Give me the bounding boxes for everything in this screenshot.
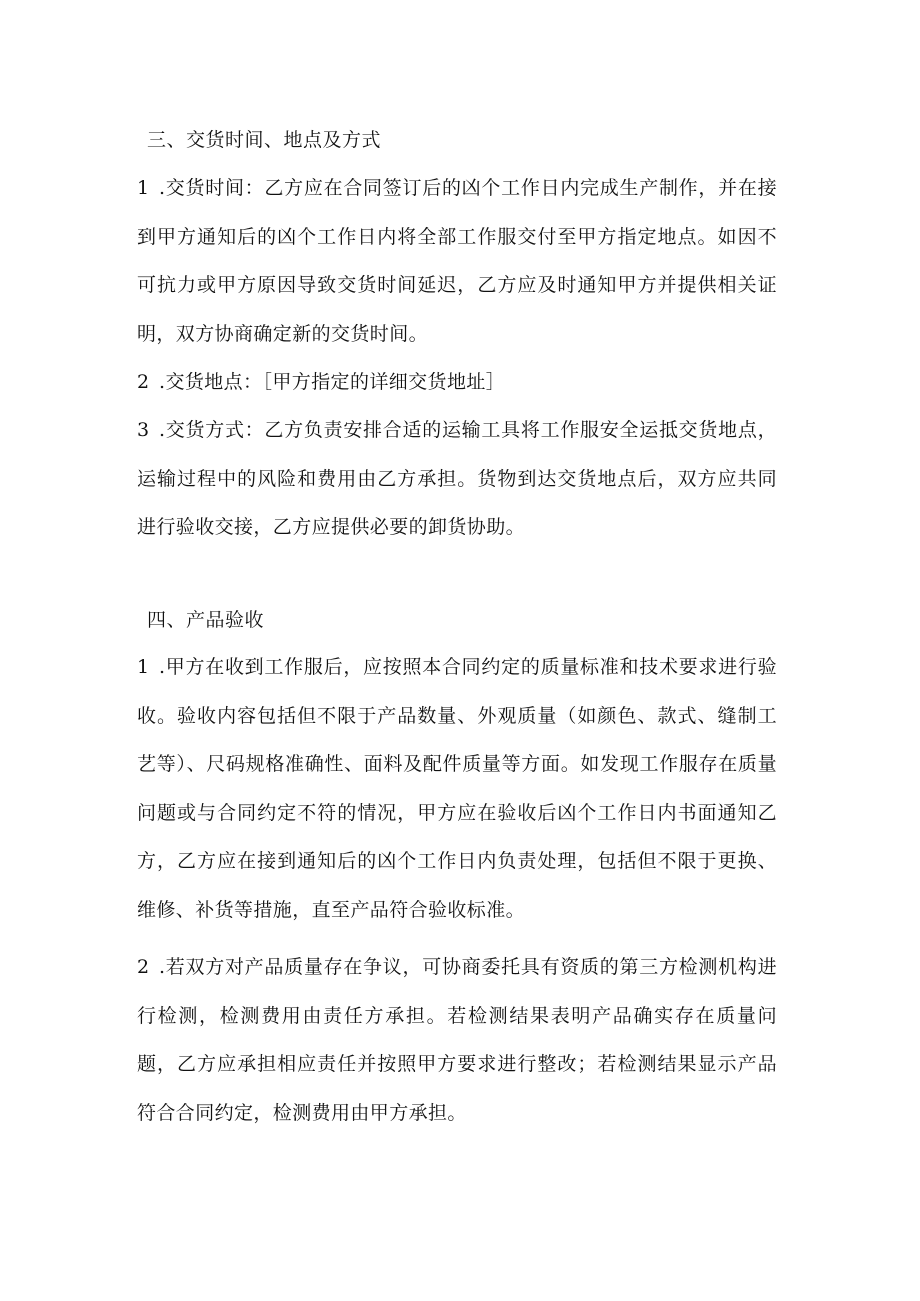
item-text: .交货时间：乙方应在合同签订后的凶个工作日内完成生产制作，并在接到甲方通知后的凶个工作日内将全部工作服交付至甲方指定地点。如因不可抗力或甲方原因导致交货时间延迟，乙方应及时通知甲方并提供相关证明，双方协商确定新的交货时间。 [137, 177, 777, 345]
section-4-item-2 [137, 943, 777, 1137]
section-3-item-3 [137, 406, 777, 552]
section-4-item-1 [137, 643, 777, 934]
item-number: 3 [137, 419, 150, 441]
item-number: 1 [137, 656, 150, 678]
section-3-item-1 [137, 164, 777, 358]
item-number: 2 [137, 371, 150, 393]
item-number: 2 [137, 956, 150, 978]
section-3-item-2 [137, 358, 777, 407]
section-4-heading: 四、产品验收 [147, 609, 265, 631]
item-text: .交货方式：乙方负责安排合适的运输工具将工作服安全运抵交货地点，运输过程中的风险和费用由乙方承担。货物到达交货地点后，双方应共同进行验收交接，乙方应提供必要的卸货协助。 [137, 419, 777, 538]
item-number: 1 [137, 177, 150, 199]
section-3-heading: 三、交货时间、地点及方式 [147, 129, 382, 151]
item-text: .若双方对产品质量存在争议，可协商委托具有资质的第三方检测机构进行检测，检测费用由责任方承担。若检测结果表明产品确实存在质量问题，乙方应承担相应责任并按照甲方要求进行整改；若检测结果显示产品符合合同约定，检测费用由甲方承担。 [137, 956, 777, 1124]
item-text: .交货地点：［甲方指定的详细交货地址］ [159, 371, 506, 393]
item-text: .甲方在收到工作服后，应按照本合同约定的质量标准和技术要求进行验收。验收内容包括但不限于产品数量、外观质量（如颜色、款式、缝制工艺等）、尺码规格准确性、面料及配件质量等方面。如发现工作服存在质量问题或与合同约定不符的情况，甲方应在验收后凶个工作日内书面通知乙方，乙方应在接到通知后的凶个工作日内负责处理，包括但不限于更换、维修、补货等措施，直至产品符合验收标准。 [137, 656, 777, 921]
